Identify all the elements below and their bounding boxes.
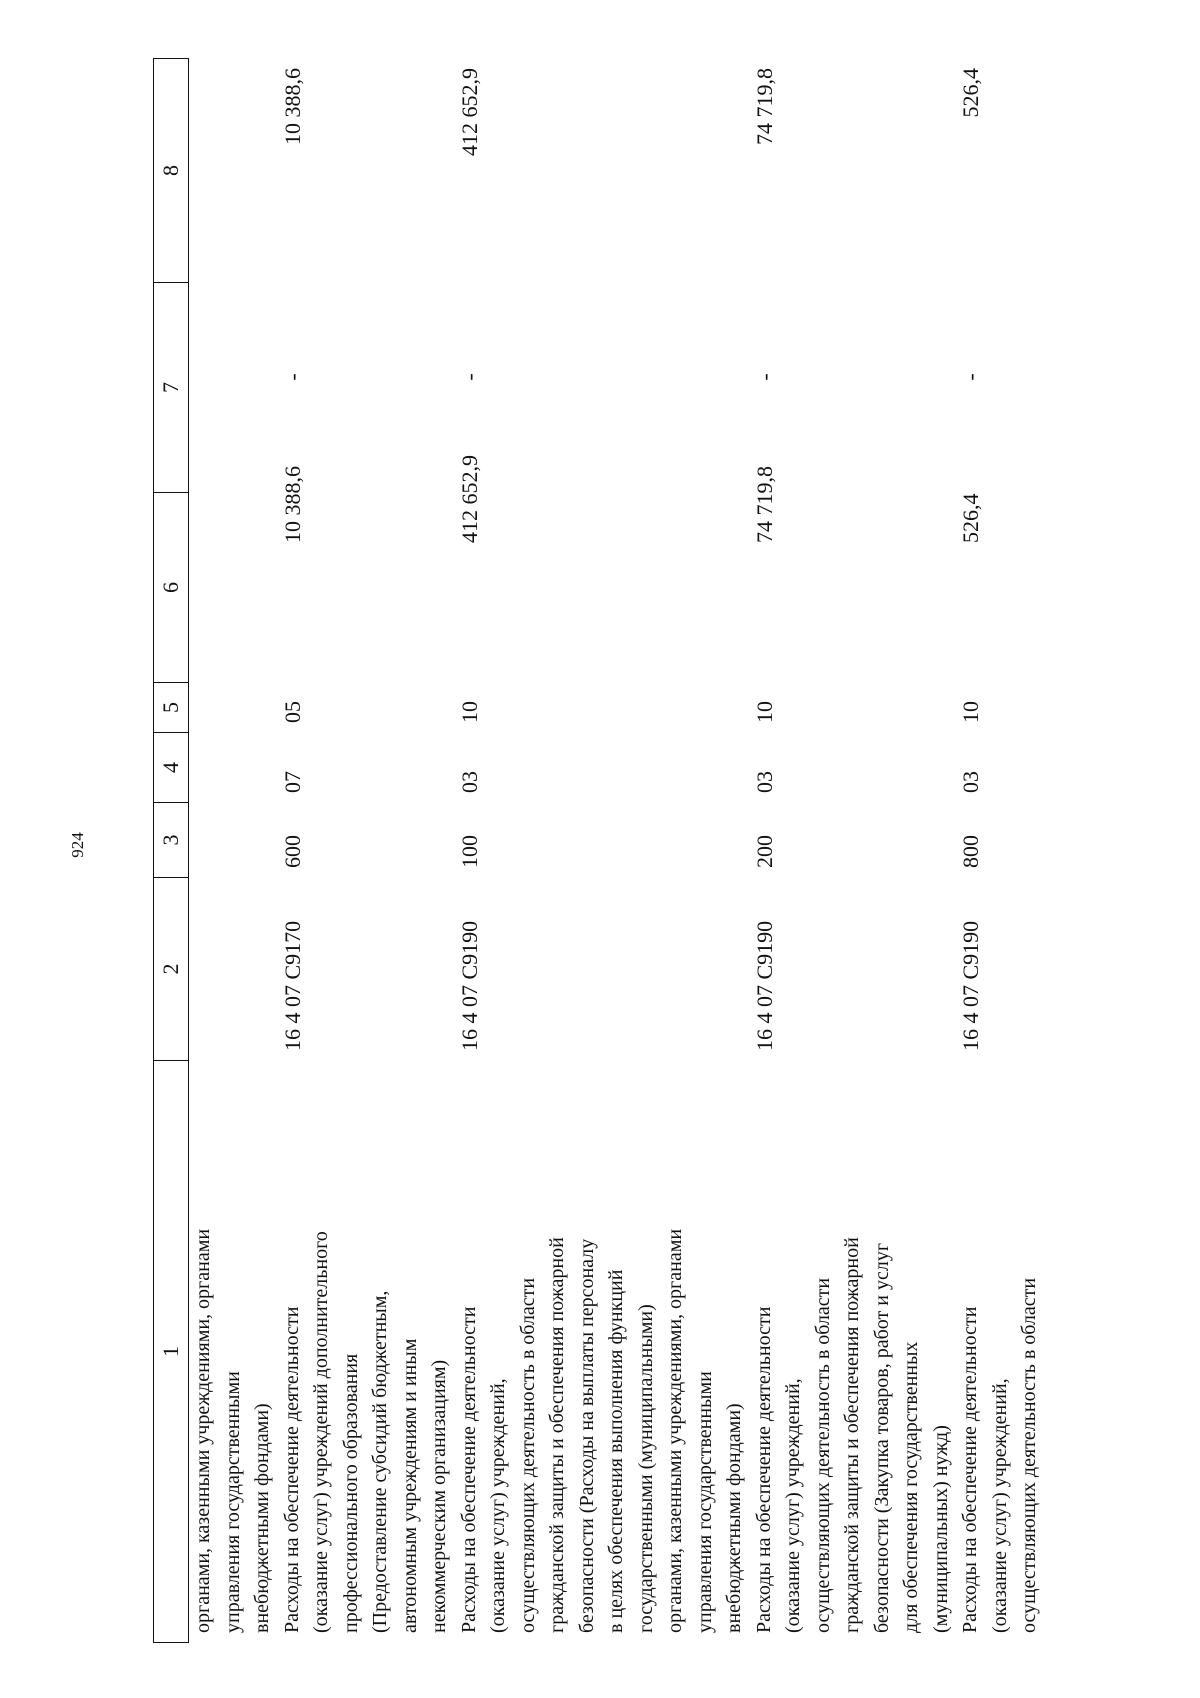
description-line: внебюджетными фондами) [723,1403,745,1633]
row-description [189,1063,278,1643]
header-col-8: 8 [154,58,188,283]
description-line: Расходы на обеспечение деятельности [752,1306,775,1633]
row-description [455,1063,750,1643]
budget-table [153,58,1198,1643]
description-line: органами, казенными учреждениями, органами [192,1228,214,1633]
description-line: управления государственными [221,1371,244,1633]
row-subsection: 10 [958,701,983,723]
description-line: безопасности (Расходы на выплаты персоналу [575,1238,598,1633]
table-row [189,58,278,1643]
table-row [278,58,455,1643]
row-section: 03 [456,771,482,793]
header-col-2: 2 [154,878,188,1061]
description-line: для обеспечения государственных [900,1341,922,1633]
row-amount-col8: 10 388,6 [279,68,305,145]
table-row [455,58,750,1643]
row-section: 03 [958,771,983,793]
description-line: осуществляющих деятельность в области [1018,1277,1040,1633]
description-line: органами, казенными учреждениями, органами [664,1228,686,1633]
description-line: гражданской защиты и обеспечения пожарной [841,1237,863,1633]
row-amount-col8: 526,4 [958,68,983,118]
row-amount-col7: - [958,373,983,381]
header-col-7: 7 [154,283,188,493]
description-line: (оказание услуг) учреждений, [487,1378,509,1633]
row-description [956,1063,1045,1643]
description-line: (оказание услуг) учреждений дополнительного [310,1231,332,1633]
row-subsection: 10 [751,701,777,723]
row-description [750,1063,957,1643]
header-col-6: 6 [154,493,188,683]
description-line: (муниципальных) нужд) [929,1425,952,1633]
description-line: (оказание услуг) учреждений, [782,1378,804,1633]
row-expense-type: 100 [456,835,482,868]
description-line: некоммерческим организациям) [428,1359,450,1633]
header-col-5: 5 [154,683,188,733]
row-amount-col8: 412 652,9 [456,68,482,156]
table-row [750,58,957,1643]
table-row [956,58,1045,1643]
header-col-1: 1 [154,1061,188,1643]
row-amount-col6: 526,4 [958,493,983,543]
row-subsection: 05 [279,701,305,723]
row-amount-col7: - [456,373,482,381]
description-line: гражданской защиты и обеспечения пожарной [546,1237,568,1633]
row-amount-col6: 74 719,8 [751,466,777,543]
description-line: Расходы на обеспечение деятельности [959,1306,981,1633]
description-line: Расходы на обеспечение деятельности [457,1306,480,1633]
description-line: автономным учреждениям и иным [398,1338,421,1633]
header-col-4: 4 [154,733,188,803]
description-line: (Предоставление субсидий бюджетным, [369,1290,391,1633]
description-line: управления государственными [693,1371,716,1633]
page-number: 924 [68,832,87,858]
row-subsection: 10 [456,701,482,723]
description-line: профессионального образования [339,1353,362,1633]
row-code: 16 4 07 С9190 [751,920,777,1051]
row-code: 16 4 07 С9170 [279,920,305,1051]
row-expense-type: 800 [958,835,983,868]
row-description [278,1063,455,1643]
description-line: в целях обеспечения выполнения функций [605,1269,627,1633]
row-code: 16 4 07 С9190 [958,920,983,1051]
row-code: 16 4 07 С9190 [456,920,482,1051]
header-col-3: 3 [154,803,188,878]
row-amount-col7: - [751,373,777,381]
row-amount-col7: - [279,373,305,381]
description-line: государственными (муниципальными) [634,1304,657,1633]
row-amount-col8: 74 719,8 [751,68,777,145]
description-line: осуществляющих деятельность в области [811,1277,834,1633]
row-section: 03 [751,771,777,793]
table-header-row [153,58,189,1643]
description-line: внебюджетными фондами) [251,1403,273,1633]
description-line: безопасности (Закупка товаров, работ и услуг [870,1242,893,1633]
description-line: Расходы на обеспечение деятельности [280,1306,303,1633]
description-line: (оказание услуг) учреждений, [988,1378,1011,1633]
row-expense-type: 200 [751,835,777,868]
row-section: 07 [279,771,305,793]
row-amount-col6: 412 652,9 [456,455,482,543]
row-amount-col6: 10 388,6 [279,466,305,543]
description-line: осуществляющих деятельность в области [516,1277,539,1633]
row-expense-type: 600 [279,835,305,868]
